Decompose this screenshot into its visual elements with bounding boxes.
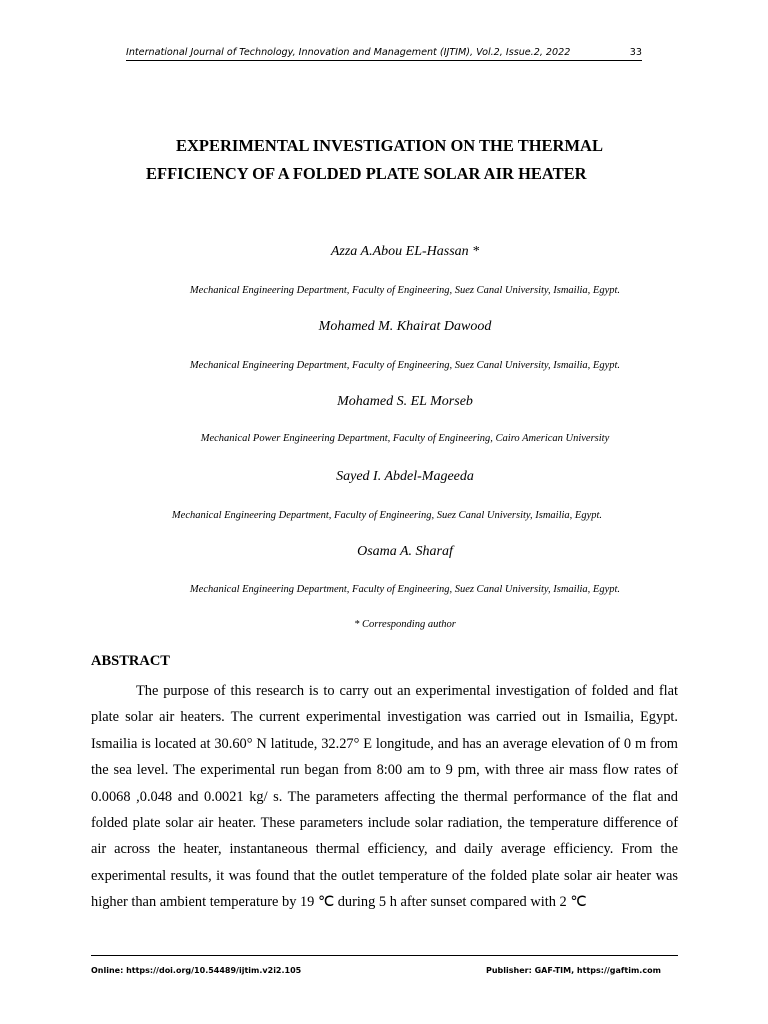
author-name-1: Azza A.Abou EL-Hassan *	[330, 244, 480, 259]
author-affiliation-2: Mechanical Engineering Department, Faculty of Engineering, Suez Canal University, Ismailia, Egypt.	[189, 360, 621, 371]
author-name-2: Mohamed M. Khairat Dawood	[318, 319, 492, 334]
running-header	[126, 46, 642, 61]
author-affiliation-4: Mechanical Engineering Department, Faculty of Engineering, Suez Canal University, Ismailia, Egypt.	[171, 510, 603, 521]
journal-citation: International Journal of Technology, Innovation and Management (IJTIM), Vol.2, Issue.2, 2022	[126, 47, 571, 58]
footer-divider	[91, 955, 678, 956]
paper-title	[100, 132, 700, 188]
author-affiliation-5: Mechanical Engineering Department, Faculty of Engineering, Suez Canal University, Ismailia, Egypt.	[189, 584, 621, 595]
abstract-paragraph: The purpose of this research is to carry out an experimental investigation of folded and flat plate solar air heaters. The current experimental investigation was carried out in Ismailia, Egypt. Ismailia is located at 30.60° N latitude, 32.27° E longitude, and has an average elevation of 0 m from the sea level. The experimental run began from 8:00 am to 9 pm, with three air mass flow rates of 0.0068 ,0.048 and 0.0021 kg/ s. The parameters affecting the thermal performance of the flat and folded plate solar air heater. These parameters include solar radiation, the temperature difference of air across the heater, instantaneous thermal efficiency, and daily average efficiency. From the experimental results, it was found that the outlet temperature of the folded plate solar air heater was higher than ambient temperature by 19 ℃ during 5 h after sunset compared with 2 ℃	[91, 683, 678, 911]
abstract-heading: ABSTRACT	[91, 653, 170, 669]
title-line-2: EFFICIENCY OF A FOLDED PLATE SOLAR AIR HEATER	[146, 164, 587, 183]
abstract-body	[91, 678, 678, 916]
author-affiliation-1: Mechanical Engineering Department, Faculty of Engineering, Suez Canal University, Ismailia, Egypt.	[189, 285, 621, 296]
corresponding-author-note: * Corresponding author	[354, 619, 456, 630]
author-name-4: Sayed I. Abdel-Mageeda	[336, 469, 474, 484]
author-name-3: Mohamed S. EL Morseb	[337, 394, 473, 409]
title-line-1: EXPERIMENTAL INVESTIGATION ON THE THERMAL	[176, 136, 603, 155]
footer-doi: Online: https://doi.org/10.54489/ijtim.v2i2.105	[91, 966, 302, 975]
footer-publisher: Publisher: GAF-TIM, https://gaftim.com	[486, 966, 661, 975]
author-affiliation-3: Mechanical Power Engineering Department, Faculty of Engineering, Cairo American University	[200, 433, 610, 444]
author-name-5: Osama A. Sharaf	[357, 544, 453, 559]
page-number: 33	[629, 47, 642, 58]
